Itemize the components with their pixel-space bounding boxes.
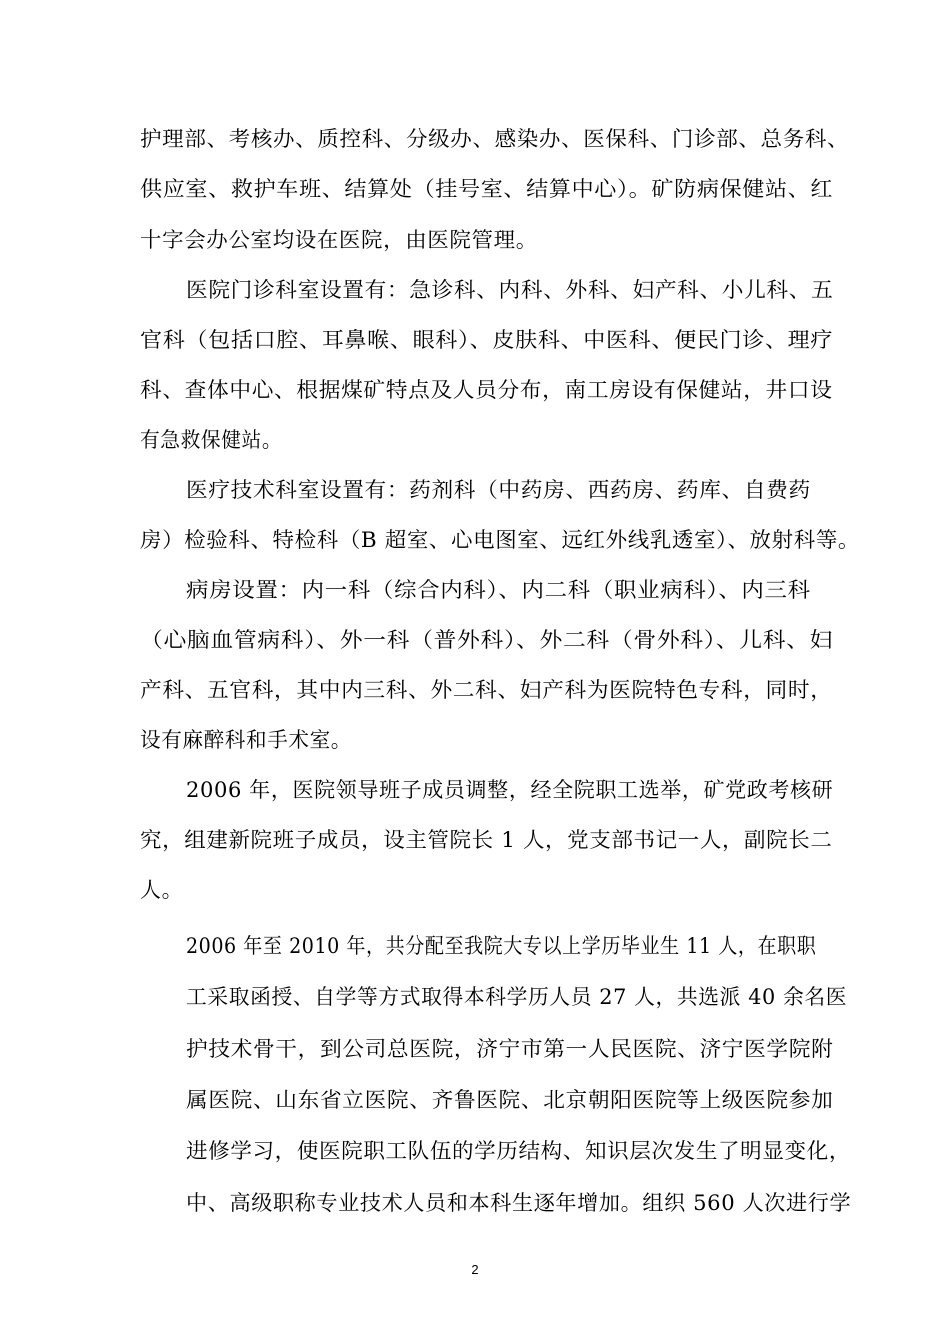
paragraph-1-line-3: 十字会办公室均设在医院，由医院管理。 xyxy=(140,228,538,252)
paragraph-2-line-2: 官科（包括口腔、耳鼻喉、眼科）、皮肤科、中医科、便民门诊、理疗 xyxy=(140,328,834,352)
paragraph-2-line-3: 科、查体中心、根据煤矿特点及人员分布，南工房设有保健站，井口设 xyxy=(140,378,833,402)
paragraph-4-line-1: 病房设置：内一科（综合内科）、内二科（职业病科）、内三科 xyxy=(186,578,811,602)
paragraph-1-line-1: 护理部、考核办、质控科、分级办、感染办、医保科、门诊部、总务科、 xyxy=(140,127,850,151)
paragraph-6-line-6: 中、高级职称专业技术人员和本科生逐年增加。组织 560 人次进行学 xyxy=(186,1191,852,1215)
paragraph-1-line-2: 供应室、救护车班、结算处（挂号室、结算中心）。矿防病保健站、红 xyxy=(140,177,834,201)
paragraph-5-line-3: 人。 xyxy=(140,878,184,902)
paragraph-5-line-2: 究，组建新院班子成员，设主管院长 1 人，党支部书记一人，副院长二 xyxy=(140,828,833,852)
paragraph-3-line-2: 房）检验科、特检科（B 超室、心电图室、远红外线乳透室）、放射科等。 xyxy=(140,528,861,552)
paragraph-4-line-2: （心脑血管病科）、外一科（普外科）、外二科（骨外科）、儿科、妇 xyxy=(140,628,834,652)
paragraph-6-line-5: 进修学习，使医院职工队伍的学历结构、知识层次发生了明显变化， xyxy=(186,1139,852,1163)
paragraph-4-line-3: 产科、五官科，其中内三科、外二科、妇产科为医院特色专科，同时， xyxy=(140,678,833,702)
paragraph-6-line-4: 属医院、山东省立医院、齐鲁医院、北京朝阳医院等上级医院参加 xyxy=(186,1088,834,1112)
paragraph-5-line-1: 2006 年，医院领导班子成员调整，经全院职工选举，矿党政考核研 xyxy=(186,778,834,802)
paragraph-4-line-4: 设有麻醉科和手术室。 xyxy=(140,728,352,752)
paragraph-3-line-1: 医疗技术科室设置有：药剂科（中药房、西药房、药库、自费药 xyxy=(186,478,811,502)
page-number: 2 xyxy=(471,1262,479,1277)
paragraph-2-line-4: 有急救保健站。 xyxy=(140,428,283,452)
paragraph-6-line-3: 护技术骨干，到公司总医院，济宁市第一人民医院、济宁医学院附 xyxy=(186,1037,834,1061)
paragraph-6-line-2: 工采取函授、自学等方式取得本科学历人员 27 人，共选派 40 余名医 xyxy=(186,985,848,1009)
paragraph-6-line-1: 2006 年至 2010 年，共分配至我院大专以上学历毕业生 11 人，在职职 xyxy=(186,934,817,958)
paragraph-2-line-1: 医院门诊科室设置有：急诊科、内科、外科、妇产科、小儿科、五 xyxy=(186,278,834,302)
